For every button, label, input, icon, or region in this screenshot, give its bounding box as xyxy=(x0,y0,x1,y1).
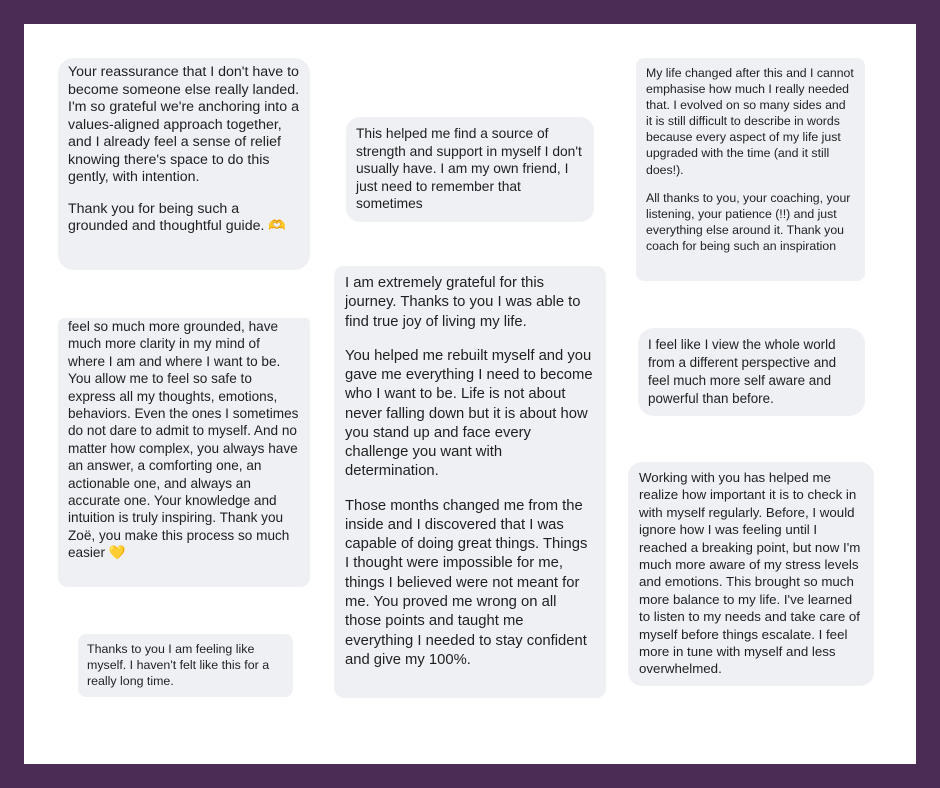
testimonial-text: Thank you for being such a grounded and thoughtful guide. 🫶 xyxy=(68,200,287,235)
testimonial-text: All thanks to you, your coaching, your listening, your patience (!!) and just everything else around it. Thank you coach for being such an inspiration xyxy=(646,190,851,254)
testimonial-text: I feel like I view the whole world from a different perspective and feel much more self aware and powerful than before. xyxy=(648,337,837,406)
testimonial-text: My life changed after this and I cannot emphasise how much I really needed that. I evolved on so many sides and it is still difficult to describe in words because every aspect of my life just upgraded with the time (and it still does!). xyxy=(646,66,854,177)
testimonial-text: Thanks to you I am feeling like myself. I haven't felt like this for a really long time. xyxy=(87,642,270,689)
testimonial-text: You helped me rebuilt myself and you gave me everything I need to become who I want to be. Life is not about never falling down but it is about how you stand up and face every challenge you want with determination. xyxy=(345,347,593,480)
testimonial-bubble-feeling-like-myself xyxy=(78,634,293,697)
testimonial-text: I am extremely grateful for this journey. Thanks to you I was able to find true joy of living my life. xyxy=(345,275,581,330)
testimonial-bubble-source-of-strength xyxy=(346,117,594,222)
testimonial-text: This helped me find a source of strength and support in myself I don't usually have. I am my own friend, I just need to remember that sometimes xyxy=(356,126,582,212)
testimonial-bubble-reassurance xyxy=(58,58,310,270)
testimonial-collage xyxy=(24,24,916,764)
testimonial-bubble-check-in xyxy=(628,462,874,686)
testimonial-bubble-grounded xyxy=(58,318,310,587)
testimonial-text: Working with you has helped me realize how important it is to check in with myself regularly. Before, I would ignore how I was feeling until I reached a breaking point, but now I'm much more aware of my stress levels and emotions. This brought so much more balance to my life. I've learned to listen to my needs and take care of myself before things escalate. I feel more in tune with myself and less overwhelmed. xyxy=(639,470,861,677)
testimonial-bubble-grateful-journey xyxy=(334,266,606,698)
testimonial-text: Your reassurance that I don't have to become someone else really landed. I'm so grateful we're anchoring into a values-aligned approach together, and I already feel a sense of relief knowing there's space to do this gently, with intention. xyxy=(68,64,300,185)
testimonial-text: Those months changed me from the inside and I discovered that I was capable of doing great things. Things I thought were impossible for me, things I believed were not meant for me. You proved me wrong on all those points and taught me everything I needed to stay confident and give my 100%. xyxy=(345,497,588,668)
testimonial-text: feel so much more grounded, have much more clarity in my mind of where I am and where I want to be. You allow me to feel so safe to express all my thoughts, emotions, behaviors. Even the ones I sometimes do not dare to admit to myself. And no matter how complex, you always have an answer, a comforting one, an actionable one, and always an accurate one. Your knowledge and intuition is truly inspiring. Thank you Zoë, you make this process so much easier 💛 xyxy=(68,319,299,561)
testimonial-bubble-new-perspective xyxy=(638,328,865,416)
testimonial-bubble-life-changed xyxy=(636,58,865,281)
